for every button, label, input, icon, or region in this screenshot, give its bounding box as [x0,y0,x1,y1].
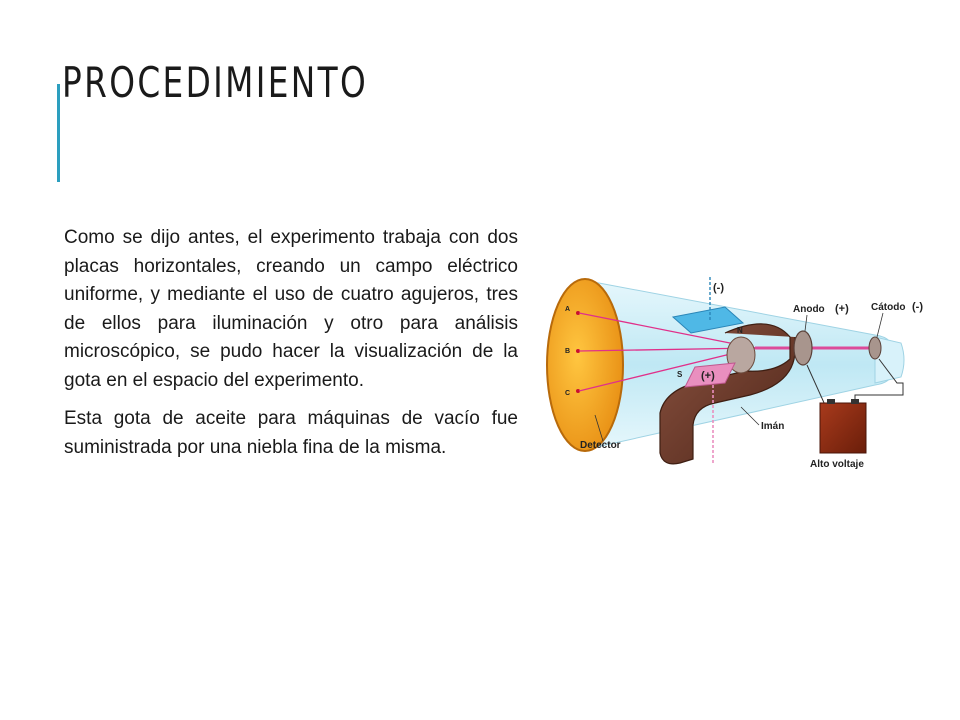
body-text [64,224,518,472]
point-c-label: C [565,390,571,397]
cathode-label: Cátodo [871,302,906,313]
paragraph-2: Esta gota de aceite para máquinas de vacío fue suministrada por una niebla fina de la misma. [64,408,518,458]
detector-screen [547,279,623,451]
pole-n-label: N [737,326,743,335]
battery-terminal-left [827,399,835,404]
paragraph-1: Como se dijo antes, el experimento trabaja con dos placas horizontales, creando un campo eléctrico uniforme, y mediante el uso de cuatro agujeros, tres de ellos para iluminación y otro para análisis microscópico, se pudo hacer la visualización de la gota en el espacio del experimento. [64,227,518,391]
cathode-ray-tube-diagram [545,255,955,480]
point-b-label: B [565,348,571,355]
anode-disc [794,331,812,365]
slide-title: PROCEDIMIENTO [62,58,369,107]
battery [820,403,866,453]
diagram-svg [545,255,955,480]
title-accent-bar [57,84,60,182]
point-a-label: A [565,306,571,313]
cathode-pointer [877,313,883,337]
battery-label: Alto voltaje [810,459,864,470]
negative-plate-label: (-) [713,282,724,294]
magnet-label: Imán [761,421,785,432]
battery-terminal-right [851,399,859,404]
pole-s-label: S [677,370,683,379]
cathode-sign-label: (-) [912,301,923,313]
anode-label: Anodo [793,304,825,315]
detector-label: Detector [580,440,621,451]
anode-sign-label: (+) [835,303,849,315]
cathode-disc [869,337,881,359]
positive-plate-label: (+) [701,370,715,382]
